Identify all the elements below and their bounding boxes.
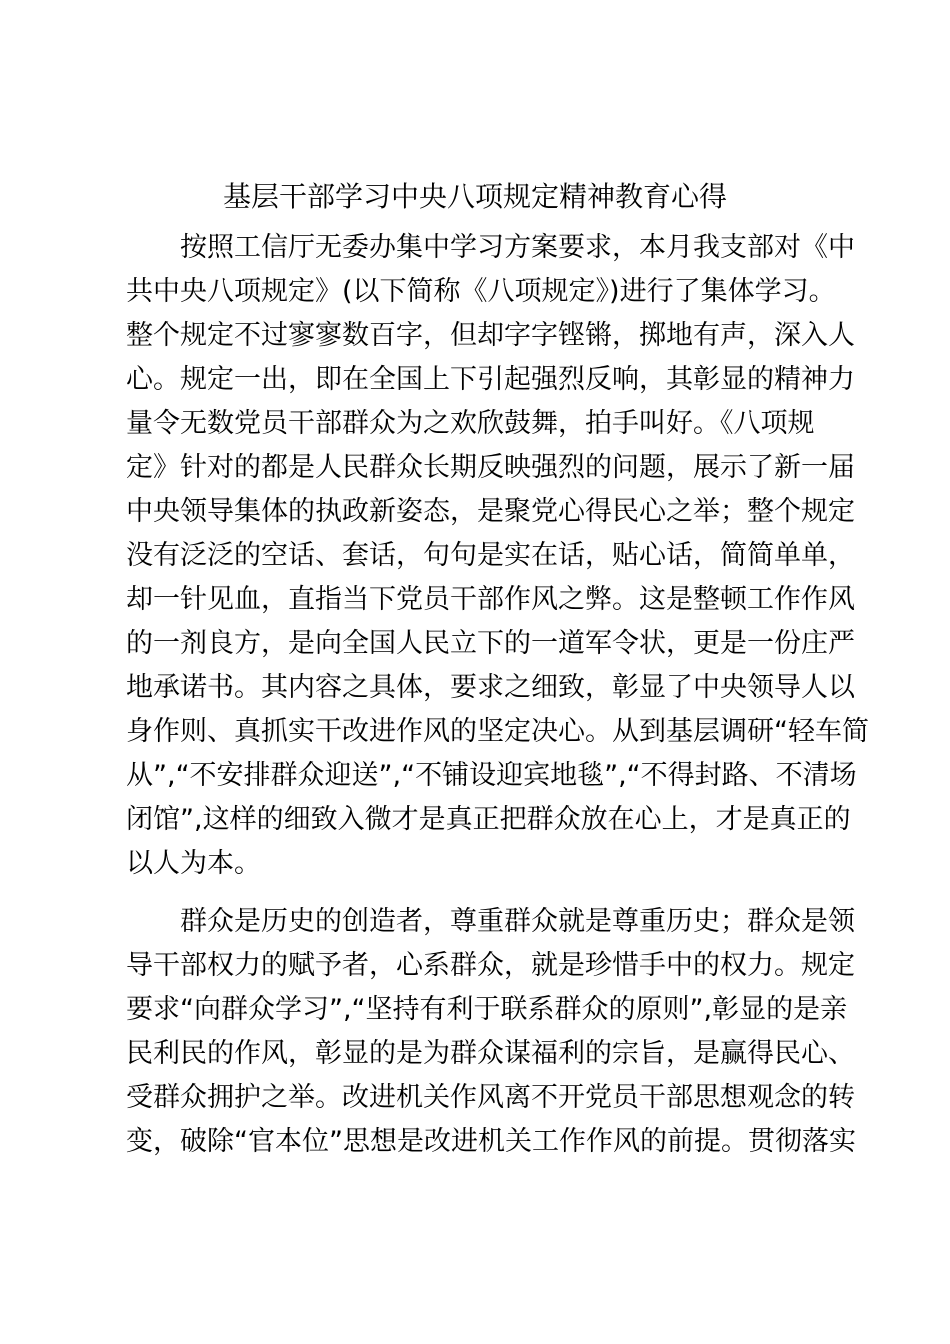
text-line: 按照工信厅无委办集中学习方案要求，本月我支部对《中 bbox=[180, 232, 855, 263]
paragraph-2 bbox=[126, 900, 856, 1164]
text-line: 导干部权力的赋予者，心系群众，就是珍惜手中的权力。规定 bbox=[126, 950, 855, 981]
text-line: 的一剂良方，是向全国人民立下的一道军令状，更是一份庄严 bbox=[126, 628, 855, 659]
text-line: 闭馆”,这样的细致入微才是真正把群众放在心上，才是真正的 bbox=[126, 804, 851, 835]
text-line: 地承诺书。其内容之具体，要求之细致，彰显了中央领导人以 bbox=[126, 672, 855, 703]
text-line: 中央领导集体的执政新姿态，是聚党心得民心之举；整个规定 bbox=[126, 496, 855, 527]
text-line: 受群众拥护之举。改进机关作风离不开党员干部思想观念的转 bbox=[126, 1082, 855, 1113]
text-line: 从”,“不安排群众迎送”,“不铺设迎宾地毯”,“不得封路、不清场 bbox=[126, 760, 857, 791]
text-line: 整个规定不过寥寥数百字，但却字字铿锵，掷地有声，深入人 bbox=[126, 320, 855, 351]
text-line: 以人为本。 bbox=[126, 848, 261, 879]
paragraph-1 bbox=[126, 226, 869, 886]
text-line: 没有泛泛的空话、套话，句句是实在话，贴心话，简简单单， bbox=[126, 540, 855, 571]
text-line: 却一针见血，直指当下党员干部作风之弊。这是整顿工作作风 bbox=[126, 584, 855, 615]
text-line: 共中央八项规定》(以下简称《八项规定》)进行了集体学习。 bbox=[126, 276, 836, 307]
paragraph-spacer bbox=[126, 886, 838, 900]
text-line: 群众是历史的创造者，尊重群众就是尊重历史；群众是领 bbox=[180, 906, 855, 937]
text-line: 量令无数党员干部群众为之欢欣鼓舞，拍手叫好。《八项规 bbox=[126, 408, 815, 439]
text-line: 身作则、真抓实干改进作风的坚定决心。从到基层调研“轻车简 bbox=[126, 716, 869, 747]
text-line: 民利民的作风，彰显的是为群众谋福利的宗旨，是赢得民心、 bbox=[126, 1038, 855, 1069]
text-line: 变，破除“官本位”思想是改进机关工作作风的前提。贯彻落实 bbox=[126, 1126, 856, 1157]
text-line: 定》针对的都是人民群众长期反映强烈的问题，展示了新一届 bbox=[126, 452, 855, 483]
document-title: 基层干部学习中央八项规定精神教育心得 bbox=[222, 180, 727, 213]
text-line: 心。规定一出，即在全国上下引起强烈反响，其彰显的精神力 bbox=[126, 364, 855, 395]
text-line: 要求“向群众学习”,“坚持有利于联系群众的原则”,彰显的是亲 bbox=[126, 994, 848, 1025]
document-body bbox=[126, 226, 869, 1164]
